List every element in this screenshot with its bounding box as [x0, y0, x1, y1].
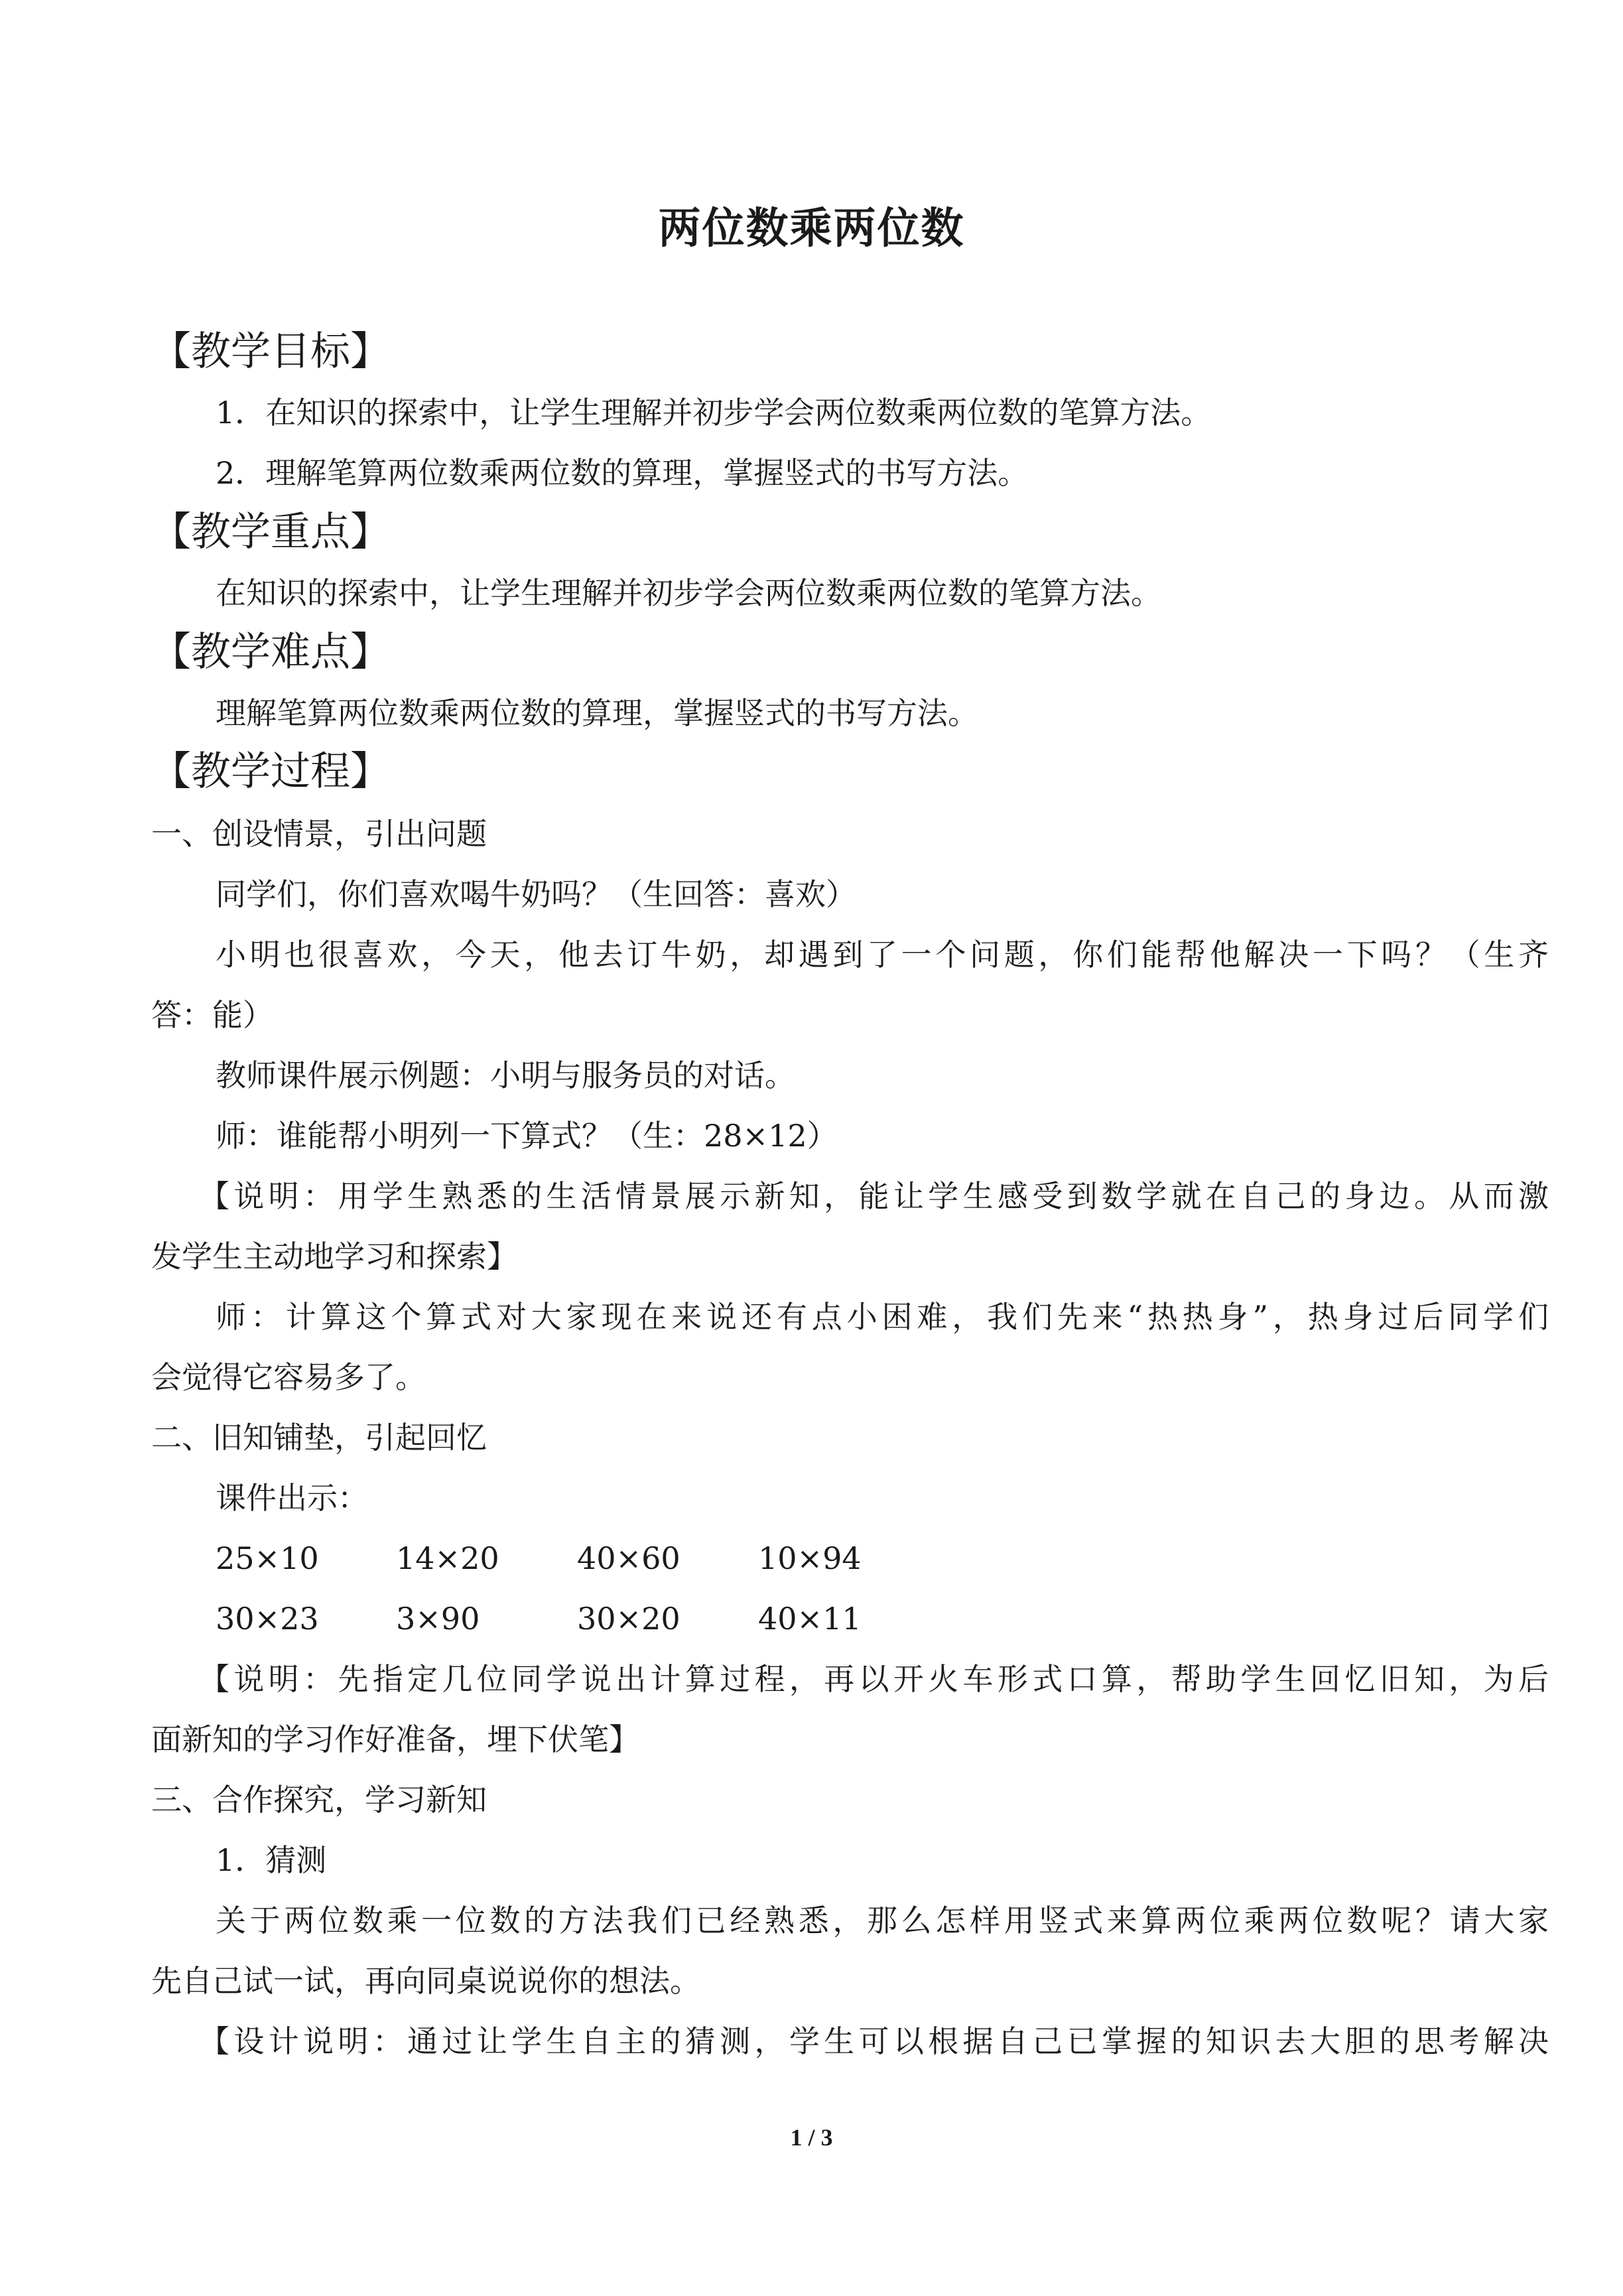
exercise-r2-c3: 30×20: [577, 1601, 681, 1637]
goals-heading: 【教学目标】: [151, 328, 390, 375]
key-points-heading: 【教学重点】: [151, 509, 390, 555]
part3-paragraph-1-line-1: 关于两位数乘一位数的方法我们已经熟悉，那么怎样用竖式来算两位乘两位数呢？请大家: [216, 1903, 1549, 1938]
part2-intro: 课件出示：: [216, 1480, 368, 1516]
exercise-r1-c1: 25×10: [216, 1540, 319, 1576]
part1-paragraph-5-line-2: 会觉得它容易多了。: [151, 1359, 426, 1395]
goal-item-2: 2．理解笔算两位数乘两位数的算理，掌握竖式的书写方法。: [216, 455, 1029, 491]
part3-paragraph-1-line-2: 先自己试一试，再向同桌说说你的想法。: [151, 1963, 700, 1999]
exercise-r1-c2: 14×20: [396, 1540, 499, 1576]
page-number: 1 / 3: [790, 2124, 833, 2151]
part1-paragraph-2-line-2: 答：能）: [151, 997, 273, 1033]
part1-paragraph-2-line-1: 小明也很喜欢，今天，他去订牛奶，却遇到了一个问题，你们能帮他解决一下吗？（生齐: [216, 937, 1549, 973]
part2-heading: 二、旧知铺垫，引起回忆: [151, 1420, 487, 1455]
part1-paragraph-4: 师：谁能帮小明列一下算式？（生：28×12）: [216, 1118, 838, 1154]
document-title: 两位数乘两位数: [658, 204, 965, 253]
goal-item-1: 1．在知识的探索中，让学生理解并初步学会两位数乘两位数的笔算方法。: [216, 395, 1212, 431]
exercise-r2-c2: 3×90: [396, 1601, 480, 1637]
part1-note-line-1: 【说明：用学生熟悉的生活情景展示新知，能让学生感受到数学就在自己的身边。从而激: [199, 1178, 1549, 1214]
exercise-r1-c3: 40×60: [577, 1540, 681, 1576]
part2-note-line-2: 面新知的学习作好准备，埋下伏笔】: [151, 1722, 639, 1757]
part1-paragraph-1: 同学们，你们喜欢喝牛奶吗？（生回答：喜欢）: [216, 876, 856, 912]
exercise-r2-c1: 30×23: [216, 1601, 319, 1637]
difficulties-heading: 【教学难点】: [151, 629, 390, 675]
part2-note-line-1: 【说明：先指定几位同学说出计算过程，再以开火车形式口算，帮助学生回忆旧知，为后: [199, 1661, 1549, 1697]
part1-heading: 一、创设情景，引出问题: [151, 816, 487, 852]
part1-paragraph-5-line-1: 师：计算这个算式对大家现在来说还有点小困难，我们先来“热热身”，热身过后同学们: [216, 1299, 1549, 1335]
difficulties-text: 理解笔算两位数乘两位数的算理，掌握竖式的书写方法。: [216, 695, 978, 731]
process-heading: 【教学过程】: [151, 748, 390, 795]
part3-note-line-1: 【设计说明：通过让学生自主的猜测，学生可以根据自己已掌握的知识去大胆的思考解决: [199, 2023, 1549, 2059]
part1-note-line-2: 发学生主动地学习和探索】: [151, 1239, 517, 1274]
part1-paragraph-3: 教师课件展示例题：小明与服务员的对话。: [216, 1057, 795, 1093]
part3-heading: 三、合作探究，学习新知: [151, 1782, 487, 1818]
exercise-r2-c4: 40×11: [758, 1601, 862, 1637]
key-points-text: 在知识的探索中，让学生理解并初步学会两位数乘两位数的笔算方法。: [216, 575, 1161, 611]
part3-subheading-1: 1．猜测: [216, 1842, 327, 1878]
exercise-r1-c4: 10×94: [758, 1540, 862, 1576]
